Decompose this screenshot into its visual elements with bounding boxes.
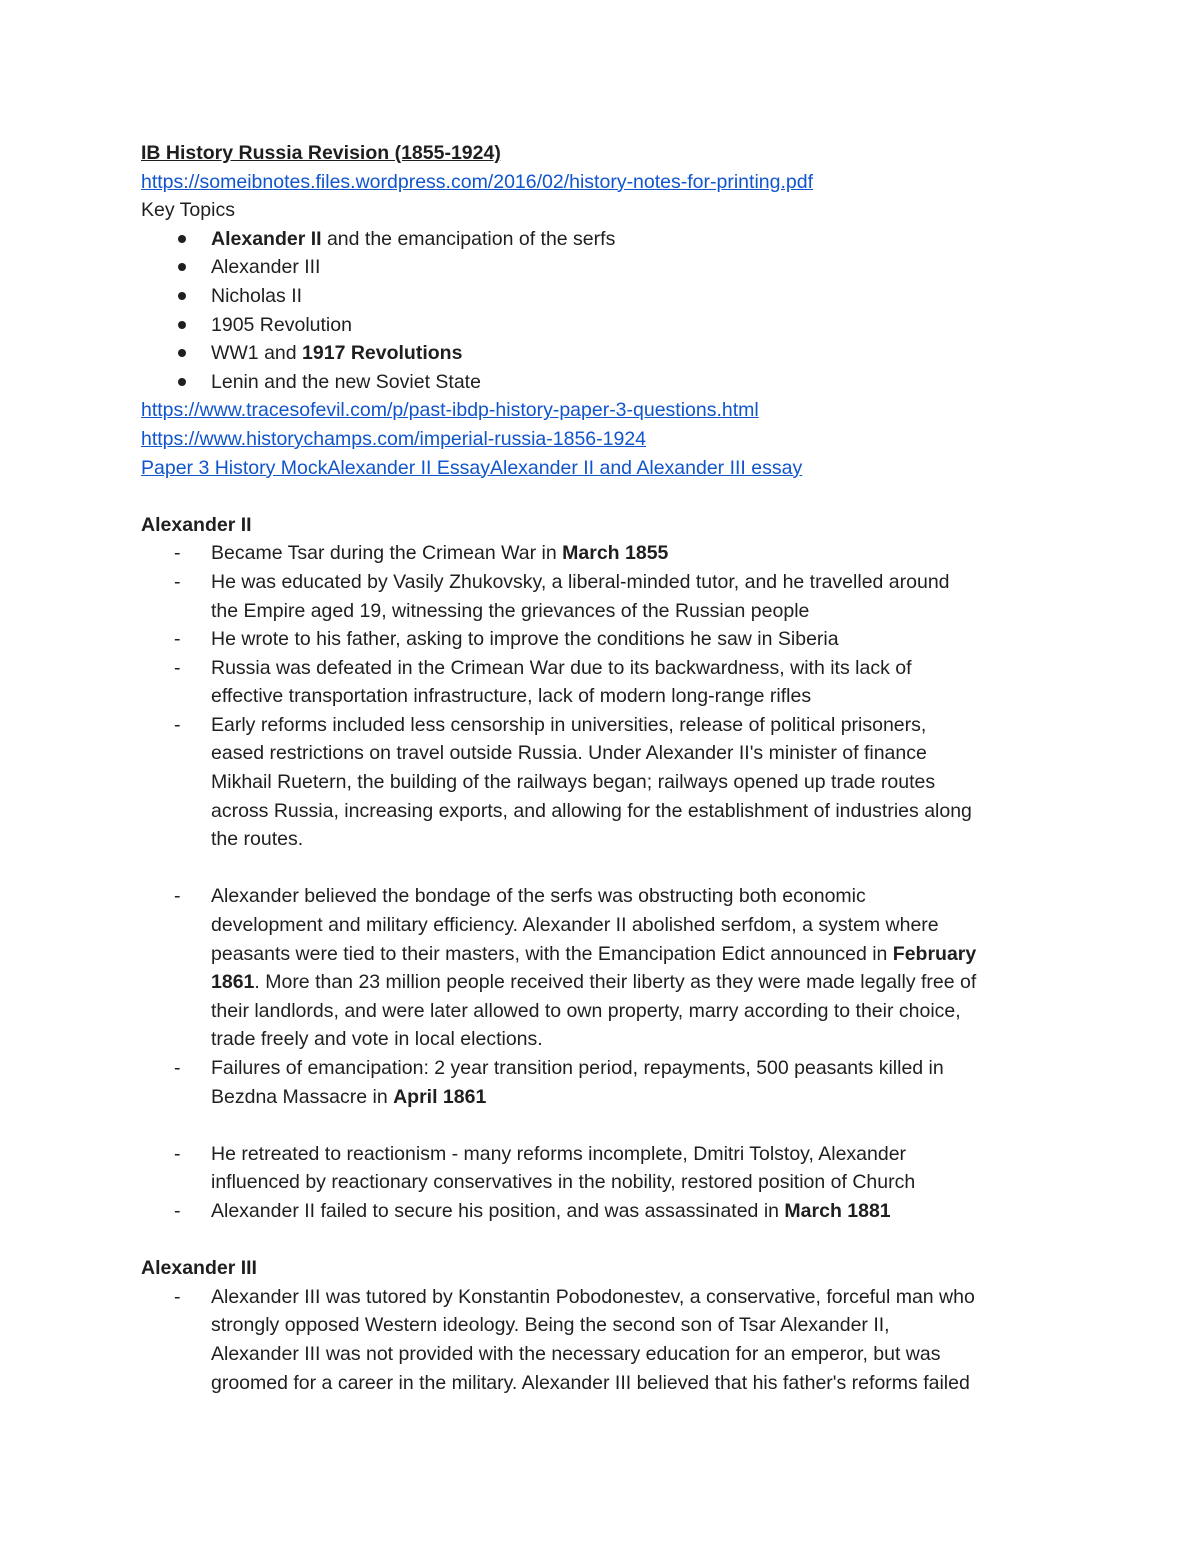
list-item (141, 225, 1071, 254)
bold-text: 1861 (211, 971, 255, 994)
text-run: across Russia, increasing exports, and allowing for the establishment of industries along (211, 799, 972, 822)
key-topics-label: Key Topics (141, 199, 235, 222)
bold-text: March 1855 (562, 542, 669, 565)
list-item (141, 625, 1071, 654)
essay-links-row (141, 454, 1071, 483)
dash-bullet: - (174, 885, 181, 908)
list-item (141, 654, 1071, 711)
text-line (211, 654, 1071, 683)
blank-line (141, 1111, 1001, 1140)
text-run: Alexander III was not provided with the necessary education for an emperor, but was (211, 1342, 941, 1365)
text-line (211, 1340, 1071, 1369)
list-item-text (211, 1140, 1071, 1197)
list-item (141, 568, 1071, 625)
topic-text: and the emancipation of the serfs (321, 227, 616, 250)
text-run: Alexander II failed to secure his position, and was assassinated in (211, 1199, 785, 1222)
text-line (211, 539, 1071, 568)
dash-bullet: - (174, 656, 181, 679)
list-item (141, 1140, 1071, 1197)
text-line (211, 768, 1071, 797)
topic-bold: Alexander II (211, 227, 322, 250)
list-item-text (211, 1283, 1071, 1397)
topic-text: Lenin and the new Soviet State (211, 370, 481, 393)
dash-bullet: - (174, 1285, 181, 1308)
dash-bullet: - (174, 1199, 181, 1222)
bullet-icon (178, 321, 186, 329)
list-item (141, 1197, 1071, 1226)
list-item-text (211, 882, 1071, 1054)
topic-text: Nicholas II (211, 284, 303, 307)
text-line (211, 568, 1071, 597)
text-run: groomed for a career in the military. Alexander III believed that his father's reforms failed (211, 1371, 970, 1394)
text-line (211, 1283, 1071, 1312)
dash-bullet: - (174, 570, 181, 593)
list-item (141, 711, 1071, 854)
text-line (211, 682, 1071, 711)
alexander-iii-list (141, 1283, 1071, 1397)
topic-text: 1905 Revolution (211, 313, 352, 336)
text-run: Became Tsar during the Crimean War in (211, 542, 563, 565)
text-run: effective transportation infrastructure, lack of modern long-range rifles (211, 685, 812, 708)
text-line (211, 911, 1071, 940)
list-item-text (211, 539, 1071, 568)
text-run: influenced by reactionary conservatives in the nobility, restored position of Church (211, 1171, 916, 1194)
tracesofevil-link[interactable]: https://www.tracesofevil.com/p/past-ibdp-history-paper-3-questions.html (141, 399, 759, 422)
text-run: peasants were tied to their masters, with the Emancipation Edict announced in (211, 942, 893, 965)
list-item (141, 311, 1071, 340)
bullet-icon (178, 292, 186, 300)
bullet-icon (178, 349, 186, 357)
text-run: Failures of emancipation: 2 year transition period, repayments, 500 peasants killed in (211, 1057, 944, 1079)
list-item (141, 253, 1071, 282)
bold-text: February (892, 942, 977, 965)
doc-title: IB History Russia Revision (1855-1924) (141, 142, 501, 164)
text-line (211, 597, 1071, 626)
text-line (211, 1168, 1071, 1197)
bullet-icon (178, 235, 186, 243)
bold-text: March 1881 (784, 1199, 891, 1222)
historychamps-link[interactable]: https://www.historychamps.com/imperial-russia-1856-1924 (141, 427, 647, 450)
list-item (141, 882, 1071, 1054)
topic-text: WW1 and (211, 342, 303, 365)
text-run: their landlords, and were later allowed to own property, marry according to their choice, (211, 999, 961, 1022)
key-topics-list (141, 225, 1071, 397)
text-line (211, 882, 1071, 911)
topic-text: Alexander III (211, 256, 321, 279)
text-line (211, 997, 1071, 1026)
section-heading-alexander-iii: Alexander III (141, 1257, 257, 1280)
list-item (141, 1283, 1071, 1397)
text-line (211, 1025, 1071, 1054)
dash-bullet: - (174, 542, 181, 565)
dash-bullet: - (174, 1057, 181, 1079)
text-line (211, 825, 1071, 854)
list-item (141, 339, 1071, 368)
text-run: Russia was defeated in the Crimean War due to its backwardness, with its lack of (211, 656, 912, 679)
text-run: Alexander believed the bondage of the serfs was obstructing both economic (211, 885, 866, 908)
list-item (141, 282, 1071, 311)
list-item-text (211, 1197, 1071, 1226)
document-page (141, 139, 1071, 1397)
list-item-text (211, 625, 1071, 654)
text-run: Mikhail Ruetern, the building of the railways began; railways opened up trade routes (211, 771, 936, 794)
text-line (211, 797, 1071, 826)
dash-bullet: - (174, 1142, 181, 1165)
text-line (211, 711, 1071, 740)
list-item-text (211, 711, 1071, 854)
text-line (211, 1197, 1071, 1226)
text-run: the routes. (211, 828, 304, 851)
text-run: development and military efficiency. Alexander II abolished serfdom, a system where (211, 914, 939, 937)
list-item-text (211, 654, 1071, 711)
section-heading-alexander-ii: Alexander II (141, 513, 252, 536)
list-item-text (211, 568, 1071, 625)
text-run: Bezdna Massacre in (211, 1085, 394, 1108)
text-run: He retreated to reactionism - many reforms incomplete, Dmitri Tolstoy, Alexander (211, 1142, 907, 1165)
alexander2-essay-link[interactable]: Alexander II Essay (327, 456, 490, 479)
dash-bullet: - (174, 628, 181, 651)
list-item (141, 539, 1071, 568)
text-run: Early reforms included less censorship in universities, release of political prisoners, (211, 713, 927, 736)
text-line (211, 1054, 1071, 1083)
bullet-icon (178, 263, 186, 271)
text-line (211, 1311, 1071, 1340)
text-run: strongly opposed Western ideology. Being the second son of Tsar Alexander II, (211, 1314, 890, 1337)
list-item (141, 1054, 1071, 1111)
list-item (141, 368, 1071, 397)
notes-pdf-link[interactable]: https://someibnotes.files.wordpress.com/2016/02/history-notes-for-printing.pdf (141, 170, 813, 193)
text-run: He wrote to his father, asking to improve the conditions he saw in Siberia (211, 628, 839, 651)
text-line (211, 968, 1071, 997)
text-line (211, 1140, 1071, 1169)
bullet-icon (178, 378, 186, 386)
text-run: He was educated by Vasily Zhukovsky, a liberal-minded tutor, and he travelled around (211, 570, 950, 593)
blank-line (141, 854, 1001, 883)
alexander-ii-list (141, 539, 1071, 1225)
paper3-mock-link[interactable]: Paper 3 History Mock (141, 456, 328, 479)
text-line (211, 940, 1071, 969)
text-run: . More than 23 million people received their liberty as they were made legally free of (254, 971, 977, 994)
text-run: the Empire aged 19, witnessing the grievances of the Russian people (211, 599, 810, 622)
text-line (211, 1083, 1071, 1112)
text-line (211, 1369, 1071, 1398)
text-run: trade freely and vote in local elections. (211, 1028, 543, 1051)
dash-bullet: - (174, 713, 181, 736)
text-line (211, 739, 1071, 768)
text-run: Alexander III was tutored by Konstantin Pobodonestev, a conservative, forceful man who (211, 1285, 975, 1308)
text-line (211, 625, 1071, 654)
topic-bold: 1917 Revolutions (302, 342, 463, 365)
text-run: eased restrictions on travel outside Russia. Under Alexander II's minister of finance (211, 742, 927, 765)
bold-text: April 1861 (393, 1085, 487, 1108)
list-item-text (211, 1054, 1071, 1111)
alexander2-3-essay-link[interactable]: Alexander II and Alexander III essay (490, 456, 803, 479)
